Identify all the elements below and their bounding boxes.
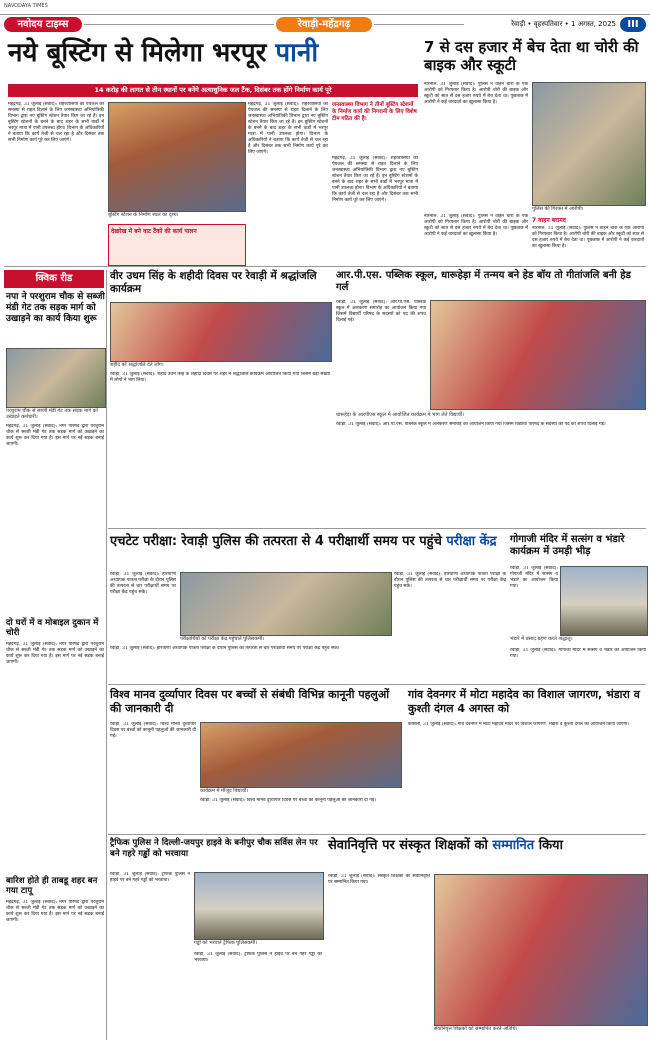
lead-photo xyxy=(108,102,246,212)
htet-photo-caption: परीक्षार्थियों को परीक्षा केंद्र पहुंचाते पुलिसकर्मी। xyxy=(180,636,265,642)
quick-read-photo-caption: परशुराम चौक से सब्जी मंडी गेट तक सड़क मार्ग को उखाड़ते कर्मचारी। xyxy=(6,408,98,420)
paper-tag: NAVODAYA TIMES xyxy=(4,3,48,9)
lead-headline xyxy=(8,40,418,67)
bike-photo xyxy=(532,82,646,206)
trafficking-photo-caption: कार्यक्रम में मौजूद विद्यार्थी। xyxy=(200,788,249,794)
gogaji-photo xyxy=(560,566,648,636)
lead-headline-accent: पानी xyxy=(275,38,319,68)
top-strip xyxy=(0,0,650,15)
bike-headline: 7 से दस हजार में बेच देता था चोरी की बाइक और स्कूटी xyxy=(424,38,639,74)
quick-read-item2-headline: दो घरों में व मोबाइल दुकान में चोरी xyxy=(6,618,99,638)
section-rule-2 xyxy=(108,528,646,529)
teachers-headline xyxy=(328,838,646,854)
school-body-2: रेवाड़ी, 31 जुलाई (संवाद): आर.पी.एस. पब्लिक स्कूल में अलंकरण समारोह का आयोजन किया गया जिसमें विद्यार्थी परिषद के सदस्यों को पद की शपथ दिलाई गई। xyxy=(336,422,606,427)
section-rule-1 xyxy=(4,266,646,267)
quick-read-photo xyxy=(6,348,106,408)
htet-headline xyxy=(110,534,506,550)
trafficking-headline: विश्व मानव दुर्व्यापार दिवस पर बच्चों से संबंधी विभिन्न कानूनी पहलुओं की जानकारी दी xyxy=(110,688,390,715)
masthead xyxy=(4,14,646,36)
bike-box-title: 7 वाहन बरामद xyxy=(532,217,566,224)
lead-body-col2: महेंद्रगढ़, 31 जुलाई (संवाद): शहरवासियों को पेयजल की समस्या से राहत दिलाने के लिए जनस्वास्थ्य अभियांत्रिकी विभाग द्वारा नए बूस्टिंग स्टेशन तैयार किए जा रहे हैं। इन बूस्टिंग स्टेशनों के बनने के बाद शहर के सभी वार्डों में भरपूर मात्रा में पानी उपलब्ध होगा। विभाग के अधिकारियों ने बताया कि कार्य तेजी से चल रहा है और दिसंबर तक सभी निर्माण कार्य पूरे कर लिए जाएंगे। xyxy=(248,102,328,155)
htet-photo xyxy=(180,572,392,636)
trafficking-body-2: रेवाड़ी, 31 जुलाई (संवाद): विश्व मानव दुर्व्यापार दिवस पर बच्चों को कानूनी पहलुओं की जानकारी दी गई। xyxy=(200,798,376,803)
udham-photo xyxy=(110,302,332,362)
mahadev-headline: गांव देवनगर में मोटा महादेव का विशाल जागरण, भंडारा व कुश्ती दंगल 4 अगस्त को xyxy=(408,688,640,715)
traffic-body: रेवाड़ी, 31 जुलाई (संवाद): ट्रैफिक पुलिस ने हाइवे पर बने गहरे गड्ढों को भरवाया। xyxy=(110,872,190,883)
teachers-photo xyxy=(434,874,648,1026)
masthead-rule-right xyxy=(374,24,464,25)
lead-quote: जनस्वास्थ्य विभाग ने तीनों बूस्टिंग स्टेशनों के निर्माण कार्य की निगरानी के लिए विशेष टीम गठित की है। xyxy=(332,102,417,122)
gogaji-body: रेवाड़ी, 31 जुलाई (संवाद): गोगाजी मंदिर में सत्संग व भंडारे का आयोजन किया गया। xyxy=(510,566,558,589)
traffic-photo xyxy=(194,872,324,940)
gogaji-body-2: रेवाड़ी, 31 जुलाई (संवाद): गोगाजी मंदिर में सत्संग व भंडारे का आयोजन किया गया। xyxy=(510,648,646,659)
quick-read-label: क्विक रीड xyxy=(4,270,104,288)
htet-headline-accent: परीक्षा केंद्र xyxy=(446,534,497,549)
gogaji-headline: गोगाजी मंदिर में सत्संग व भंडारे कार्यक्रम में उमड़ी भीड़ xyxy=(510,534,625,557)
bike-body: नारनौल, 31 जुलाई (संवाद): पुलिस ने वाहन चोरी के एक आरोपी को गिरफ्तार किया है। आरोपी चोरी की बाइक और स्कूटी को सात से दस हजार रुपये में बेच देता था। पूछताछ में आरोपी ने कई वारदातों का खुलासा किया है। xyxy=(424,82,528,105)
traffic-photo-caption: गड्ढों को भरवाते ट्रैफिक पुलिसकर्मी। xyxy=(194,940,258,946)
section-rule-3 xyxy=(108,684,646,685)
date-line: रेवाड़ी • वृहस्पतिवार • 1 अगस्त, 2025 xyxy=(511,20,616,28)
edition-label: रेवाड़ी-महेंद्रगढ़ xyxy=(276,17,372,32)
page-number: III xyxy=(620,17,646,32)
udham-photo-caption: शहीद को श्रद्धांजलि देते लोग। xyxy=(110,362,164,368)
bike-photo-caption: पुलिस की गिरफ्त में आरोपी। xyxy=(532,206,584,212)
lead-box-title: देखरेख में बने वाट टैंकों की कार्य पालन xyxy=(111,228,197,235)
bike-body-col3: नारनौल, 31 जुलाई (संवाद): पुलिस ने वाहन चोरी के एक आरोपी को गिरफ्तार किया है। आरोपी चोरी की बाइक और स्कूटी को सात से दस हजार रुपये में बेच देता था। पूछताछ में आरोपी ने कई वारदातों का खुलासा किया है। xyxy=(532,226,644,249)
udham-headline: वीर उधम सिंह के शहीदी दिवस पर रेवाड़ी में श्रद्धांजलि कार्यक्रम xyxy=(110,270,317,295)
traffic-body-2: रेवाड़ी, 31 जुलाई (संवाद): ट्रैफिक पुलिस ने हाइवे पर बने गहरे गड्ढों को भरवाया। xyxy=(194,952,322,963)
masthead-rule-left xyxy=(84,24,274,25)
school-headline: आर.पी.एस. पब्लिक स्कूल, धारूहेड़ा में तन्मय बने हेड बॉय तो गीतांजलि बनी हेड गर्ल xyxy=(336,270,631,293)
lead-subhead: 14 करोड़ की लागत से तीन स्थानों पर बनेंगे अत्याधुनिक जल टैंक, दिसंबर तक होंगे निर्माण कार्य पूरे xyxy=(8,84,418,97)
teachers-headline-accent: सम्मानित xyxy=(492,838,535,853)
column-rule xyxy=(106,270,107,1040)
quick-read-item1-headline: नपा ने परशुराम चौक से सब्जी मंडी गेट तक सड़क मार्ग को उखाड़ने का कार्य किया शुरू xyxy=(6,292,105,324)
school-photo-caption: धारूहेड़ा के आरपीएस स्कूल में आयोजित कार्यक्रम में भाग लेते विद्यार्थी। xyxy=(336,412,465,418)
quick-read-body: महेंद्रगढ़, 31 जुलाई (संवाद): नगर परिषद द्वारा परशुराम चौक से सब्जी मंडी गेट तक सड़क मार्ग को उखाड़ने का कार्य शुरू कर दिया गया है। इस मार्ग पर नई सड़क बनाई जाएगी। xyxy=(6,424,104,447)
teachers-headline-end: किया xyxy=(538,838,563,853)
htet-headline-main: एचटेट परीक्षा: रेवाड़ी पुलिस की तत्परता से 4 परीक्षार्थी समय पर पहुंचे xyxy=(110,534,442,549)
quick-read-body-3: महेंद्रगढ़, 31 जुलाई (संवाद): नगर परिषद द्वारा परशुराम चौक से सब्जी मंडी गेट तक सड़क मार्ग को उखाड़ने का कार्य शुरू कर दिया गया है। इस मार्ग पर नई सड़क बनाई जाएगी। xyxy=(6,900,104,923)
gogaji-photo-caption: भंडारे में प्रसाद ग्रहण करते श्रद्धालु। xyxy=(510,636,573,642)
trafficking-photo xyxy=(200,722,402,788)
teachers-headline-main: सेवानिवृत्ति पर संस्कृत शिक्षकों को xyxy=(328,838,488,853)
school-body: रेवाड़ी, 31 जुलाई (संवाद): आर.पी.एस. पब्लिक स्कूल में अलंकरण समारोह का आयोजन किया गया जिसमें विद्यार्थी परिषद के सदस्यों को पद की शपथ दिलाई गई। xyxy=(336,300,426,323)
lead-quote-box xyxy=(332,102,418,152)
teachers-photo-caption: सेवानिवृत्त शिक्षकों को सम्मानित करते अतिथि। xyxy=(434,1026,518,1032)
quick-read-body-2: महेंद्रगढ़, 31 जुलाई (संवाद): नगर परिषद द्वारा परशुराम चौक से सब्जी मंडी गेट तक सड़क मार्ग को उखाड़ने का कार्य शुरू कर दिया गया है। इस मार्ग पर नई सड़क बनाई जाएगी। xyxy=(6,642,104,665)
lead-body-col3: महेंद्रगढ़, 31 जुलाई (संवाद): शहरवासियों को पेयजल की समस्या से राहत दिलाने के लिए जनस्वास्थ्य अभियांत्रिकी विभाग द्वारा नए बूस्टिंग स्टेशन तैयार किए जा रहे हैं। इन बूस्टिंग स्टेशनों के बनने के बाद शहर के सभी वार्डों में भरपूर मात्रा में पानी उपलब्ध होगा। विभाग के अधिकारियों ने बताया कि कार्य तेजी से चल रहा है और दिसंबर तक सभी निर्माण कार्य पूरे कर लिए जाएंगे। xyxy=(332,156,418,203)
htet-body-2: रेवाड़ी, 31 जुलाई (संवाद): हरियाणा अध्यापक पात्रता परीक्षा के दौरान पुलिस की तत्परता से चार परीक्षार्थी समय पर परीक्षा केंद्र पहुंच सके। xyxy=(394,572,506,589)
lead-body: महेंद्रगढ़, 31 जुलाई (संवाद): शहरवासियों को पेयजल की समस्या से राहत दिलाने के लिए जनस्वास्थ्य अभियांत्रिकी विभाग द्वारा नए बूस्टिंग स्टेशन तैयार किए जा रहे हैं। इन बूस्टिंग स्टेशनों के बनने के बाद शहर के सभी वार्डों में भरपूर मात्रा में पानी उपलब्ध होगा। विभाग के अधिकारियों ने बताया कि कार्य तेजी से चल रहा है और दिसंबर तक सभी निर्माण कार्य पूरे कर लिए जाएंगे। xyxy=(8,102,104,143)
udham-body: रेवाड़ी, 31 जुलाई (संवाद): शहीद उधम सिंह के शहीदी दिवस पर शहर में श्रद्धांजलि कार्यक्रम आयोजित किया गया जिसमें बड़ी संख्या में लोगों ने भाग लिया। xyxy=(110,372,330,383)
htet-body: रेवाड़ी, 31 जुलाई (संवाद): हरियाणा अध्यापक पात्रता परीक्षा के दौरान पुलिस की तत्परता से चार परीक्षार्थी समय पर परीक्षा केंद्र पहुंच सके। xyxy=(110,572,176,595)
lead-box xyxy=(108,224,246,266)
section-rule-4 xyxy=(108,834,646,835)
mahadev-body: कोसली, 31 जुलाई (संवाद): गांव देवनगर में मोटा महादेव मंदिर पर विशाल जागरण, भंडारा व कुश्ती दंगल का आयोजन किया जाएगा। xyxy=(408,722,630,727)
quick-read-item3-headline: बारिश होते ही ताबडू शहर बन गया टापू xyxy=(6,876,98,896)
teachers-body: रेवाड़ी, 31 जुलाई (संवाद): संस्कृत शिक्षकों को सेवानिवृत्ति पर सम्मानित किया गया। xyxy=(328,874,430,885)
lead-photo-caption: बूस्टिंग स्टेशन के निर्माण स्थल का दृश्य। xyxy=(108,212,179,218)
htet-body-3: रेवाड़ी, 31 जुलाई (संवाद): हरियाणा अध्यापक पात्रता परीक्षा के दौरान पुलिस की तत्परता से चार परीक्षार्थी समय पर परीक्षा केंद्र पहुंच सके। xyxy=(110,646,340,651)
bike-body-col2: नारनौल, 31 जुलाई (संवाद): पुलिस ने वाहन चोरी के एक आरोपी को गिरफ्तार किया है। आरोपी चोरी की बाइक और स्कूटी को सात से दस हजार रुपये में बेच देता था। पूछताछ में आरोपी ने कई वारदातों का खुलासा किया है। xyxy=(424,214,528,237)
brand-name: नवोदय टाइम्स xyxy=(4,17,82,32)
traffic-headline: ट्रैफिक पुलिस ने दिल्ली-जयपुर हाइवे के बनीपुर चौक सर्विस लेन पर बने गहरे गड्ढों को भरवाया xyxy=(110,838,318,859)
lead-headline-main: नये बूस्टिंग से मिलेगा भरपूर xyxy=(8,38,267,68)
school-photo xyxy=(430,300,646,410)
trafficking-body: रेवाड़ी, 31 जुलाई (संवाद): विश्व मानव दुर्व्यापार दिवस पर बच्चों को कानूनी पहलुओं की जानकारी दी गई। xyxy=(110,722,196,739)
